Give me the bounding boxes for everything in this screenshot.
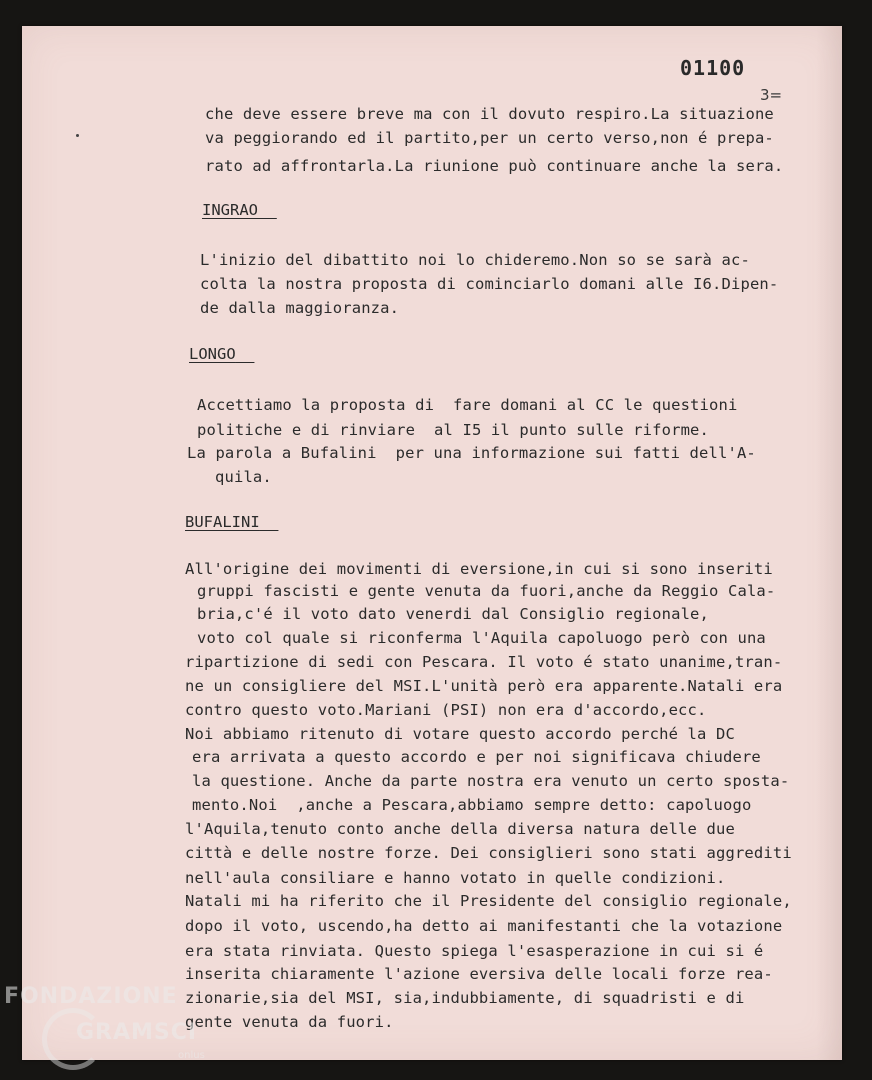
- bufalini-line: voto col quale si riconferma l'Aquila capoluogo però con una: [197, 629, 766, 647]
- intro-line: rato ad affrontarla.La riunione può continuare anche la sera.: [205, 157, 784, 175]
- bufalini-line: la questione. Anche da parte nostra era venuto un certo sposta-: [192, 772, 790, 790]
- intro-line: va peggiorando ed il partito,per un certo verso,non é prepa-: [205, 129, 774, 147]
- bufalini-line: All'origine dei movimenti di eversione,in cui si sono inseriti: [185, 560, 773, 578]
- bufalini-line: Natali mi ha riferito che il Presidente del consiglio regionale,: [185, 892, 792, 910]
- longo-line: quila.: [215, 468, 272, 486]
- ink-dot: [76, 134, 79, 137]
- bufalini-line: l'Aquila,tenuto conto anche della diversa natura delle due: [185, 820, 735, 838]
- watermark-line-2: GRAMSCI: [76, 1020, 198, 1045]
- longo-line: politiche e di rinviare al I5 il punto sulle riforme.: [197, 421, 710, 439]
- bufalini-line: inserita chiaramente l'azione eversiva delle locali forze rea-: [185, 965, 773, 983]
- speaker-heading-ingrao: INGRAO: [202, 201, 258, 219]
- speaker-heading-bufalini: BUFALINI: [185, 513, 260, 531]
- bufalini-line: gente venuta da fuori.: [185, 1013, 394, 1031]
- archive-watermark: [4, 984, 234, 1074]
- bufalini-line: contro questo voto.Mariani (PSI) non era d'accordo,ecc.: [185, 701, 707, 719]
- bufalini-line: nell'aula consiliare e hanno votato in quelle condizioni.: [185, 869, 726, 887]
- bufalini-line: ripartizione di sedi con Pescara. Il voto é stato unanime,tran-: [185, 653, 783, 671]
- document-number: 01100: [680, 56, 746, 80]
- watermark-line-3: onlus: [178, 1050, 205, 1061]
- watermark-line-1: FONDAZIONE: [4, 984, 178, 1009]
- speaker-heading-longo: LONGO: [189, 345, 236, 363]
- bufalini-line: dopo il voto, uscendo,ha detto ai manifestanti che la votazione: [185, 917, 783, 935]
- bufalini-line: bria,c'é il voto dato venerdi dal Consiglio regionale,: [197, 605, 710, 623]
- ingrao-line: colta la nostra proposta di cominciarlo domani alle I6.Dipen-: [200, 275, 779, 293]
- bufalini-line: zionarie,sia del MSI, sia,indubbiamente, di squadristi e di: [185, 989, 745, 1007]
- bufalini-line: mento.Noi ,anche a Pescara,abbiamo sempre detto: capoluogo: [192, 796, 752, 814]
- bufalini-line: ne un consigliere del MSI.L'unità però era apparente.Natali era: [185, 677, 783, 695]
- ingrao-line: de dalla maggioranza.: [200, 299, 400, 317]
- bufalini-line: era stata rinviata. Questo spiega l'esasperazione in cui si é: [185, 942, 764, 960]
- ingrao-line: L'inizio del dibattito noi lo chideremo.Non so se sarà ac-: [200, 251, 750, 269]
- bufalini-line: città e delle nostre forze. Dei consiglieri sono stati aggrediti: [185, 844, 792, 862]
- longo-line: La parola a Bufalini per una informazione sui fatti dell'A-: [187, 444, 756, 462]
- document-page: [22, 26, 842, 1060]
- intro-line: che deve essere breve ma con il dovuto respiro.La situazione: [205, 105, 774, 123]
- page-mark: 3=: [760, 86, 783, 104]
- bufalini-line: Noi abbiamo ritenuto di votare questo accordo perché la DC: [185, 725, 735, 743]
- bufalini-line: gruppi fascisti e gente venuta da fuori,anche da Reggio Cala-: [197, 582, 776, 600]
- longo-line: Accettiamo la proposta di fare domani al CC le questioni: [197, 396, 738, 414]
- bufalini-line: era arrivata a questo accordo e per noi significava chiudere: [192, 748, 761, 766]
